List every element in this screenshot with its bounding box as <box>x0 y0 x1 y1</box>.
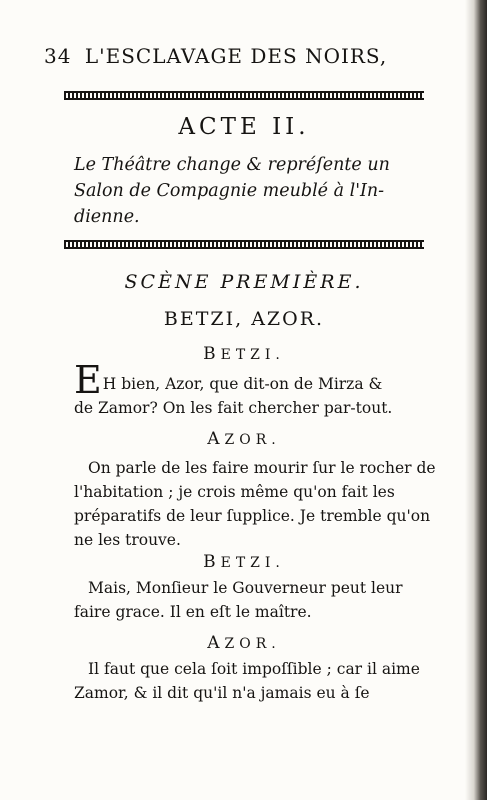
scene-heading: SCÈNE PREMIÈRE. <box>124 271 364 293</box>
stage-direction-line: Le Théâtre change & repréſente un <box>74 155 390 175</box>
speech-line: préparatifs de leur ſupplice. Je tremble qu'on <box>74 507 431 525</box>
speaker-initial: B <box>203 344 221 364</box>
speaker-rest: ZOR. <box>224 432 281 448</box>
drop-cap: E <box>74 358 102 402</box>
speech-paragraph <box>74 358 424 420</box>
ornamental-rule-top <box>64 91 424 100</box>
speaker-initial: A <box>207 633 225 653</box>
page-number: 34 <box>44 44 72 68</box>
act-heading: ACTE II. <box>178 114 310 140</box>
speech-paragraph <box>74 456 436 552</box>
speaker-rest: ETZI. <box>220 347 285 363</box>
speech-line <box>74 358 424 402</box>
speaker-rest: ETZI. <box>220 555 285 571</box>
speech-line: l'habitation ; je crois même qu'on fait les <box>74 483 395 501</box>
speech-line: ne les trouve. <box>74 531 181 549</box>
running-title: L'ESCLAVAGE DES NOIRS, <box>84 44 388 68</box>
speech-paragraph <box>74 576 424 624</box>
speech-line: Zamor, & il dit qu'il n'a jamais eu à ſe <box>74 684 370 702</box>
stage-direction-line: dienne. <box>74 207 140 227</box>
ornamental-rule-bottom <box>64 240 424 249</box>
speaker-initial: B <box>203 552 221 572</box>
speaker-initial: A <box>207 429 225 449</box>
speaker-rest: ZOR. <box>224 636 281 652</box>
speech-line: de Zamor? On les fait chercher par-tout. <box>74 399 393 417</box>
speaker-name <box>64 429 424 449</box>
speech-line-text: H bien, Azor, que dit-on de Mirza & <box>102 375 383 393</box>
speech-line: Mais, Monſieur le Gouverneur peut leur <box>88 579 403 597</box>
speaker-name <box>64 633 424 653</box>
running-head <box>44 44 444 68</box>
page-binding-shadow <box>465 0 487 800</box>
speech-line: Il faut que cela ſoit impoſſible ; car il aime <box>88 660 420 678</box>
speaker-name <box>64 552 424 572</box>
speech-line: faire grace. Il en eſt le maître. <box>74 603 312 621</box>
stage-direction <box>74 152 424 230</box>
characters-line: BETZI, AZOR. <box>163 308 325 330</box>
stage-direction-line: Salon de Compagnie meublé à l'In- <box>74 181 385 201</box>
speech-paragraph <box>74 657 424 705</box>
speaker-name <box>64 344 424 364</box>
speech-line: On parle de les faire mourir ſur le rocher de <box>88 459 436 477</box>
